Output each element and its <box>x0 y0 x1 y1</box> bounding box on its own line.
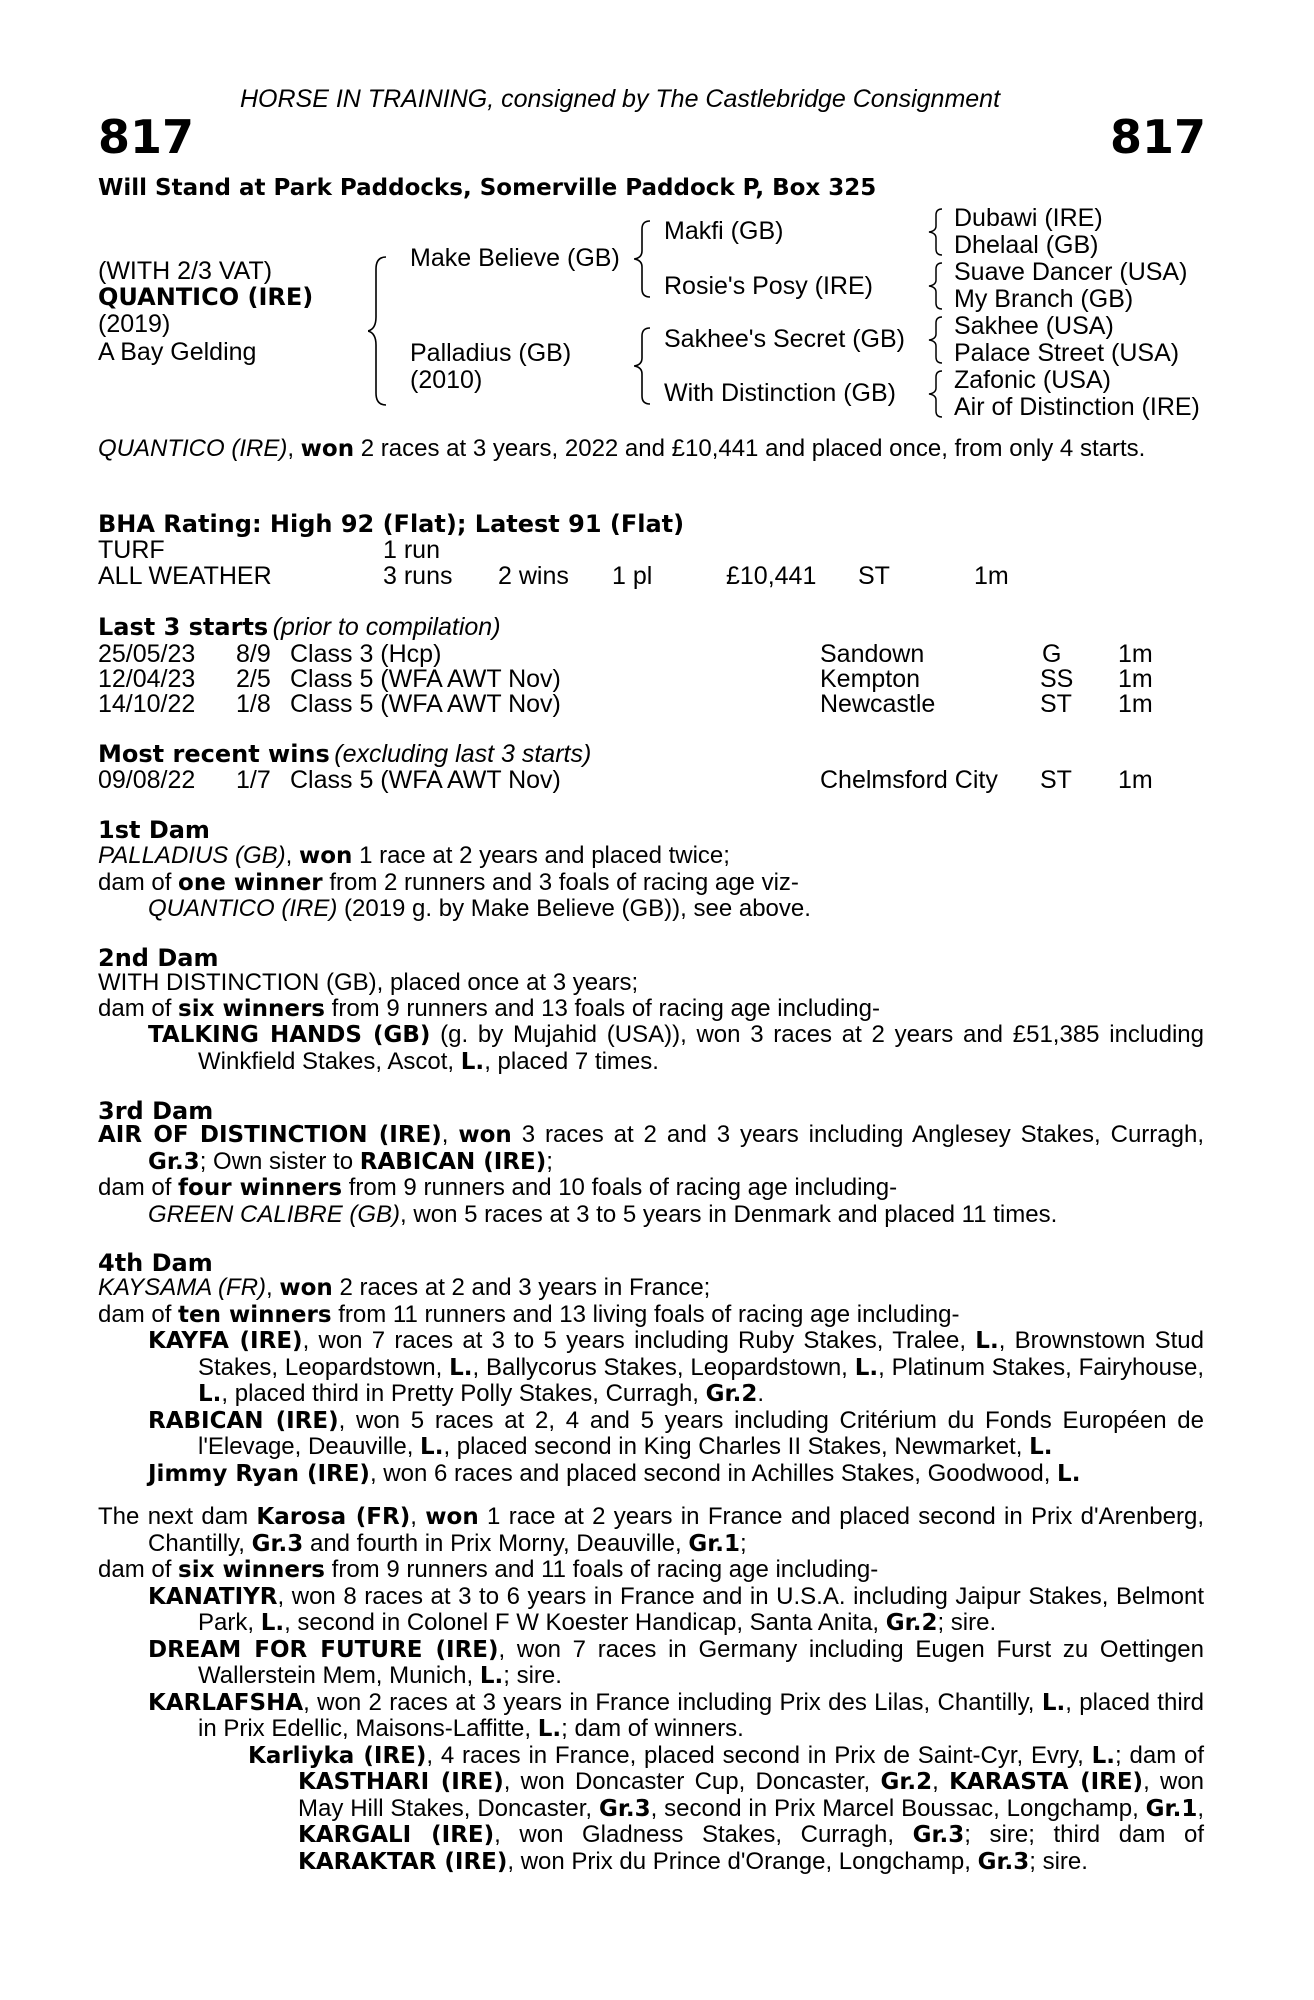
horse-name: QUANTICO (IRE) <box>98 283 314 311</box>
dam1-section: PALLADIUS (GB), won 1 race at 2 years and placed twice; dam of one winner from 2 runners and 3 foals of racing age viz- QUANTICO (IRE) (2019 g. by Make Believe (GB)), see above. <box>98 842 811 922</box>
dam1-name: PALLADIUS (GB) <box>98 842 286 869</box>
progeny-text: ; dam of winners. <box>561 1715 744 1742</box>
start-date-2: 12/04/23 <box>98 665 196 693</box>
dam2-progeny-end: , placed 7 times. <box>484 1047 659 1075</box>
progeny-text: , 4 races in France, placed second in Prix de Saint-Cyr, Evry, <box>426 1741 1084 1769</box>
listed-badge: L. <box>449 1354 473 1381</box>
summary-text: 2 races at 3 years, 2022 and £10,441 and placed once, from only 4 <box>360 435 1074 462</box>
next-dam-damof: dam of <box>98 1556 172 1583</box>
summary-text-end: starts. <box>1079 435 1146 462</box>
dam2-progeny-name: TALKING HANDS (GB) <box>148 1022 431 1048</box>
race-summary: QUANTICO (IRE), won 2 races at 3 years, 2022 and £10,441 and placed once, from only 4 starts. <box>98 435 1146 462</box>
pedigree-brace-5 <box>928 261 946 311</box>
dam2-section <box>98 970 1204 1075</box>
rating-distance-2: 1m <box>974 562 1009 590</box>
dam4-progeny-3 <box>98 1461 1204 1488</box>
group-badge: Gr.2 <box>880 1769 933 1795</box>
listed-badge: L. <box>1041 1689 1066 1716</box>
pedigree-brace-4 <box>928 207 946 257</box>
rating-prize-2: £10,441 <box>726 562 817 590</box>
pedigree-brace-1 <box>368 255 392 407</box>
next-dam-section: The next dam Karosa (FR), won 1 race at 2 years in France and placed second in Prix d'Arenberg, Chantilly, Gr.3 and fourth in Prix Morny, Deauville, Gr.1; dam of six winners from 9 runners and 11 foals of racing age including- KANATIYR, won 8 races at 3 to 6 years in France and in U.S.A. including Jaipur Stakes, Belmont Park, L., second in Colonel F W Koester Handicap, Santa Anita, Gr.2; sire. DREAM FOR FUTURE (IRE), won 7 races in Germany including Eugen Furst zu Oettingen Wallerstein Mem, Munich, L.; sire. KARLAFSHA, won 2 races at 3 years in France including Prix des Lilas, Chantilly, L., placed third in Prix Edellic, Maisons-Laffitte, L.; dam of winners. Karliyka (IRE), 4 races in France, placed second in Prix de Saint-Cyr, Evry, L.; dam of KASTHARI (IRE), won Doncaster Cup, Doncaster, Gr.2, KARASTA (IRE), won May Hill Stakes, Doncaster, Gr.3, second in Prix Marcel Boussac, Longchamp, Gr.1, KARGALI (IRE), won Gladness Stakes, Curragh, Gr.3; sire; third dam of KARAKTAR (IRE), won Prix du Prince d'Orange, Longchamp, Gr.3; sire. <box>98 1503 1205 1875</box>
dam1-damof: dam of <box>98 868 172 896</box>
start-course-1: Sandown <box>820 640 925 668</box>
progeny-text: , placed third in Pretty Polly Stakes, Curragh, <box>221 1380 699 1407</box>
next-dam-winners: six winners <box>178 1557 325 1583</box>
progeny-text: ; sire. <box>503 1662 562 1689</box>
dam3-runners: from 9 runners and 10 foals of racing age including- <box>348 1174 898 1201</box>
progeny-text: , won 7 races in Germany including Eugen Furst zu Oettingen Wallerstein Mem, Munich, <box>198 1635 1204 1689</box>
progeny-text: ; sire. <box>1029 1847 1088 1875</box>
group-badge: Gr.2 <box>885 1610 938 1636</box>
listed-badge: L. <box>198 1381 222 1407</box>
progeny-text: , won 5 races at 2, 4 and 5 years including Critérium du Fonds Européen de l'Elevage, Deauville, <box>198 1406 1204 1460</box>
horse-description: A Bay Gelding <box>98 338 257 366</box>
win-going-1: ST <box>1040 766 1072 794</box>
dam-dam: With Distinction (GB) <box>664 379 896 407</box>
lot-number-right: 817 <box>1109 110 1206 164</box>
dam3-winners: four winners <box>178 1175 343 1201</box>
rating-surface-1: TURF <box>98 536 165 564</box>
dam3-sister: RABICAN (IRE) <box>359 1148 547 1175</box>
dam3-section: AIR OF DISTINCTION (IRE), won 3 races at 2 and 3 years including Anglesey Stakes, Curragh, Gr.3; Own sister to RABICAN (IRE); dam of four winners from 9 runners and 10 foals of racing age including- GREEN CALIBRE (GB), won 5 races at 3 to 5 years in Denmark and placed 11 times. <box>98 1121 1204 1228</box>
dam3-progeny-text: , won 5 races at 3 to 5 years in Denmark and placed 11 times. <box>400 1200 1058 1228</box>
next-dam-progeny-2 <box>98 1637 1204 1690</box>
start-pos-3: 1/8 <box>236 690 271 718</box>
progeny-text: , won 7 races at 3 to 5 years including Ruby Stakes, Tralee, <box>302 1327 967 1354</box>
progeny-name: KARGALI (IRE) <box>298 1822 495 1848</box>
dam-sire: Sakhee's Secret (GB) <box>664 325 905 353</box>
rating-runs-2: 3 runs <box>383 562 453 590</box>
dam4-record: 2 races at 2 and 3 years in France; <box>339 1274 711 1301</box>
progeny-text: , placed second in King Charles II Stakes, Newmarket, <box>443 1433 1023 1460</box>
start-pos-1: 8/9 <box>236 640 271 668</box>
grandsire-6: Palace Street (USA) <box>954 339 1180 367</box>
group-badge: Gr.3 <box>598 1795 651 1822</box>
dam3-won: won <box>458 1122 512 1148</box>
start-going-1: G <box>1042 640 1062 668</box>
pedigree-brace-2 <box>634 219 654 299</box>
group-badge: Gr.3 <box>912 1822 965 1848</box>
dam1-won: won <box>298 843 353 869</box>
dam3-name: AIR OF DISTINCTION (IRE) <box>98 1122 442 1148</box>
win-date-1: 09/08/22 <box>98 766 196 794</box>
start-dist-1: 1m <box>1118 640 1153 668</box>
listed-badge: L. <box>420 1434 444 1460</box>
rating-placed-2: 1 pl <box>612 562 653 590</box>
summary-won: won <box>300 436 355 462</box>
win-race-1: Class 5 (WFA AWT Nov) <box>290 766 561 794</box>
dam1-title: 1st Dam <box>98 816 210 844</box>
sire-name: Make Believe (GB) <box>410 244 620 272</box>
progeny-text: , won Doncaster Cup, Doncaster, <box>503 1768 871 1795</box>
grandsire-7: Zafonic (USA) <box>954 366 1111 394</box>
start-course-2: Kempton <box>820 665 921 693</box>
dam3-progeny-name: GREEN CALIBRE (GB) <box>148 1200 401 1228</box>
progeny-name: KANATIYR <box>148 1583 278 1610</box>
dam1-runners: from 2 runners and 3 foals of racing age viz- <box>329 868 799 896</box>
progeny-name: KARLAFSHA <box>148 1689 304 1716</box>
dam4-section: KAYSAMA (FR), won 2 races at 2 and 3 years in France; dam of ten winners from 11 runners and 13 living foals of racing age including- KAYFA (IRE), won 7 races at 3 to 5 years including Ruby Stakes, Tralee, L., Brownstown Stud Stakes, Leopardstown, L., Ballycorus Stakes, Leopardstown, L., Platinum Stakes, Fairyhouse, L., placed third in Pretty Polly Stakes, Curragh, Gr.2. RABICAN (IRE), won 5 races at 2, 4 and 5 years including Critérium du Fonds Européen de l'Elevage, Deauville, L., placed second in King Charles II Stakes, Newmarket, L. Jimmy Ryan (IRE), won 6 races and placed second in Achilles Stakes, Goodwood, L. <box>98 1274 1205 1487</box>
bha-rating-title: BHA Rating: High 92 (Flat); Latest 91 (Flat) <box>98 510 685 538</box>
dam1-winners: one winner <box>178 869 323 896</box>
dam3-title: 3rd Dam <box>98 1097 214 1125</box>
dam4-progeny-1 <box>98 1328 1204 1408</box>
win-pos-1: 1/7 <box>236 766 271 794</box>
listed-badge: L. <box>1029 1434 1053 1460</box>
start-course-3: Newcastle <box>820 690 936 718</box>
start-race-1: Class 3 (Hcp) <box>290 640 442 668</box>
start-dist-2: 1m <box>1118 665 1153 693</box>
dam2-title: 2nd Dam <box>98 944 219 972</box>
recent-wins-title: Most recent wins <box>98 740 330 768</box>
listed-badge: L. <box>1057 1460 1081 1487</box>
dam3-damof: dam of <box>98 1174 172 1201</box>
dam1-record: 1 race at 2 years and placed twice; <box>359 842 730 869</box>
group-badge: Gr.3 <box>251 1530 304 1557</box>
listed-badge: L. <box>260 1610 285 1636</box>
progeny-name: KAYFA (IRE) <box>148 1328 303 1354</box>
sire-sire: Makfi (GB) <box>664 217 784 245</box>
progeny-name: RABICAN (IRE) <box>148 1407 339 1434</box>
next-dam-runners: from 9 runners and 11 foals of racing age including- <box>331 1556 879 1583</box>
dam-year: (2010) <box>410 366 483 394</box>
progeny-name: KASTHARI (IRE) <box>298 1769 504 1795</box>
dam4-runners: from 11 runners and 13 living foals of racing age including- <box>338 1300 960 1328</box>
rating-runs-1: 1 run <box>383 536 440 564</box>
next-dam-name: Karosa (FR) <box>256 1504 411 1530</box>
start-date-3: 14/10/22 <box>98 690 196 718</box>
pedigree-brace-7 <box>928 369 946 419</box>
grandsire-8: Air of Distinction (IRE) <box>954 393 1200 421</box>
group-badge: Gr.1 <box>688 1530 741 1557</box>
start-date-1: 25/05/23 <box>98 640 196 668</box>
dam3-semicolon: ; <box>546 1147 553 1175</box>
listed-badge: L. <box>537 1716 562 1742</box>
start-going-2: SS <box>1040 665 1074 693</box>
progeny-text: , won 8 races at 3 to 6 years in France and in U.S.A. including Jaipur Stakes, Belmont Park, <box>198 1582 1204 1636</box>
progeny-text: , won May Hill Stakes, Doncaster, <box>298 1768 1205 1822</box>
listed-badge: L. <box>854 1354 879 1381</box>
listed-badge: L. <box>975 1328 999 1354</box>
progeny-text: , <box>932 1768 939 1795</box>
next-dam-record: ; <box>740 1529 747 1557</box>
pedigree-brace-6 <box>928 315 946 365</box>
progeny-name: KARASTA (IRE) <box>949 1769 1144 1795</box>
progeny-text: , won Gladness Stakes, Curragh, <box>494 1821 894 1848</box>
progeny-text: ; sire; third dam of <box>964 1821 1204 1848</box>
listed-badge: L. <box>460 1048 485 1075</box>
dam4-name: KAYSAMA (FR) <box>98 1274 267 1301</box>
next-dam-lead: The next dam <box>98 1503 249 1530</box>
progeny-text: . <box>757 1380 764 1407</box>
win-course-1: Chelmsford City <box>820 766 998 794</box>
grandsire-2: Dhelaal (GB) <box>954 231 1099 259</box>
dam1-progeny-name: QUANTICO (IRE) <box>148 895 338 922</box>
dam4-title: 4th Dam <box>98 1249 213 1277</box>
progeny-name: Jimmy Ryan (IRE) <box>148 1460 370 1487</box>
group-badge: Gr.3 <box>977 1848 1030 1875</box>
lot-number-left: 817 <box>98 110 195 164</box>
pedigree-brace-3 <box>634 326 654 406</box>
dam3-sister-text: ; Own sister to <box>199 1147 354 1175</box>
recent-wins-note: (excluding last 3 starts) <box>334 740 592 768</box>
last-starts-title: Last 3 starts <box>98 613 269 641</box>
catalogue-subtitle: HORSE IN TRAINING, consigned by The Castlebridge Consignment <box>240 85 1001 113</box>
next-dam-progeny-3 <box>98 1690 1204 1743</box>
next-dam-record: and fourth in Prix Morny, Deauville, <box>309 1529 682 1557</box>
progeny-text: , won 6 races and placed second in Achilles Stakes, Goodwood, <box>369 1459 1051 1487</box>
progeny-name: Karliyka (IRE) <box>248 1742 427 1769</box>
progeny-text: , second in Prix Marcel Boussac, Longchamp, <box>650 1794 1139 1822</box>
start-dist-3: 1m <box>1118 690 1153 718</box>
group-badge: Gr.1 <box>1145 1795 1198 1822</box>
group-badge: Gr.3 <box>148 1148 200 1175</box>
start-race-3: Class 5 (WFA AWT Nov) <box>290 690 561 718</box>
progeny-name: KARAKTAR (IRE) <box>298 1848 508 1875</box>
progeny-text: , Brownstown Stud Stakes, Leopardstown, <box>198 1327 1204 1381</box>
next-dam-progeny-1 <box>98 1584 1204 1637</box>
last-starts-note: (prior to compilation) <box>272 613 501 641</box>
dam2-damof: dam of <box>98 994 172 1022</box>
dam2-runners: from 9 runners and 13 foals of racing age including- <box>331 994 880 1022</box>
start-race-2: Class 5 (WFA AWT Nov) <box>290 665 561 693</box>
grandsire-1: Dubawi (IRE) <box>954 204 1103 232</box>
next-dam-won: won <box>425 1504 479 1530</box>
grandsire-5: Sakhee (USA) <box>954 312 1114 340</box>
win-dist-1: 1m <box>1118 766 1153 794</box>
stabling-location: Will Stand at Park Paddocks, Somerville Paddock P, Box 325 <box>98 175 877 201</box>
progeny-text: , Platinum Stakes, Fairyhouse, <box>878 1353 1205 1381</box>
dam-name: Palladius (GB) <box>410 339 572 367</box>
next-dam-progeny-4 <box>98 1743 1204 1876</box>
horse-year: (2019) <box>98 310 171 338</box>
progeny-text: , won 2 races at 3 years in France including Prix des Lilas, Chantilly, <box>303 1688 1035 1716</box>
progeny-text: , won Prix du Prince d'Orange, Longchamp, <box>507 1847 971 1875</box>
dam2-winners: six winners <box>178 995 325 1022</box>
listed-badge: L. <box>479 1663 504 1689</box>
rating-going-2: ST <box>858 562 890 590</box>
progeny-text: , Ballycorus Stakes, Leopardstown, <box>472 1353 848 1381</box>
progeny-text: , placed third in Prix Edellic, Maisons-Laffitte, <box>198 1688 1204 1742</box>
progeny-text: , second in Colonel F W Koester Handicap, Santa Anita, <box>284 1609 880 1636</box>
group-badge: Gr.2 <box>705 1381 758 1407</box>
grandsire-3: Suave Dancer (USA) <box>954 258 1188 286</box>
progeny-text: , <box>1197 1794 1204 1822</box>
rating-surface-2: ALL WEATHER <box>98 562 272 590</box>
vat-note: (WITH 2/3 VAT) <box>98 257 273 285</box>
dam1-progeny-text: (2019 g. by Make Believe (GB)), see above. <box>344 895 811 922</box>
sire-dam: Rosie's Posy (IRE) <box>664 272 873 300</box>
dam4-progeny-2 <box>98 1408 1204 1461</box>
dam4-won: won <box>279 1275 333 1301</box>
progeny-name: DREAM FOR FUTURE (IRE) <box>148 1636 499 1663</box>
rating-wins-2: 2 wins <box>498 562 569 590</box>
listed-badge: L. <box>1091 1742 1116 1769</box>
next-dam-record: 1 race at 2 years in France and placed second in Prix d'Arenberg, Chantilly, <box>148 1503 1205 1557</box>
summary-horse-name: QUANTICO (IRE) <box>98 435 288 462</box>
grandsire-4: My Branch (GB) <box>954 285 1134 313</box>
start-going-3: ST <box>1040 690 1072 718</box>
dam3-record: 3 races at 2 and 3 years including Anglesey Stakes, Curragh, <box>521 1121 1204 1148</box>
dam2-record: WITH DISTINCTION (GB), placed once at 3 years; <box>98 969 639 996</box>
dam4-winners: ten winners <box>178 1301 332 1328</box>
progeny-text: ; dam of <box>1115 1741 1204 1769</box>
dam4-damof: dam of <box>98 1300 172 1328</box>
start-pos-2: 2/5 <box>236 665 271 693</box>
dam2-progeny-text: (g. by Mujahid (USA)), won 3 races at 2 years and £51,385 including Winkfield Stakes, Ascot, <box>198 1021 1204 1075</box>
progeny-text: ; sire. <box>937 1609 997 1636</box>
last-starts-heading <box>98 615 501 643</box>
